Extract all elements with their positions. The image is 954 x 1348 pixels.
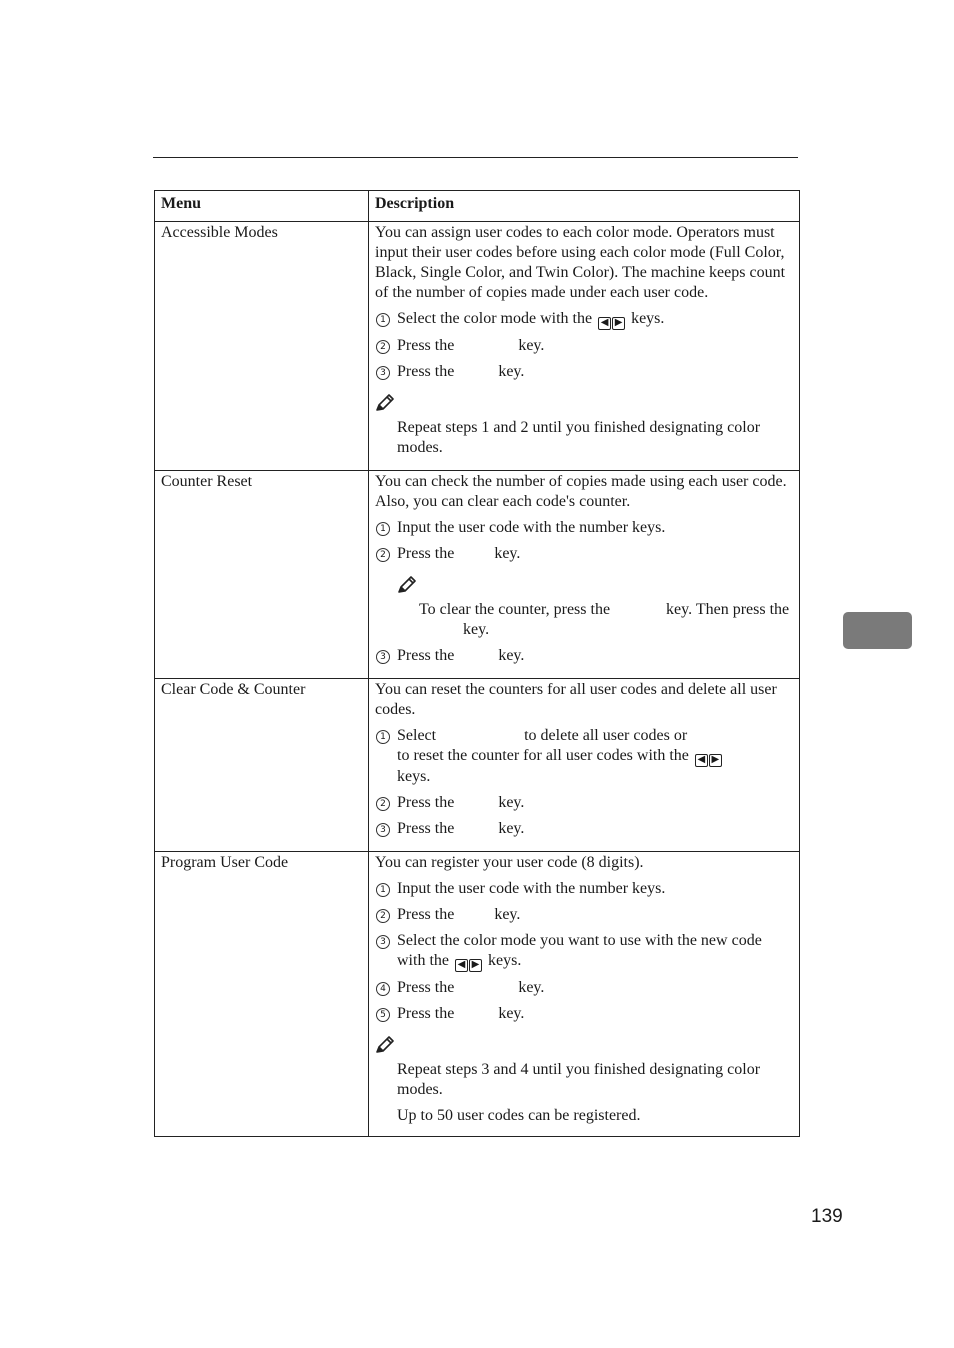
description-intro: You can assign user codes to each color mode. Operators must input their user codes before using each color mode (Full Color, Black, Single Color, and Twin Color). The machine keeps count of the number of copies made under each user code.	[375, 224, 786, 301]
step-number-icon: 3	[376, 366, 390, 380]
step-number-icon: 2	[376, 909, 390, 923]
note	[375, 1036, 793, 1126]
pencil-icon	[375, 1036, 395, 1054]
step-number-icon: 1	[376, 883, 390, 897]
step-text: Press the	[397, 647, 455, 664]
description-cell	[369, 222, 800, 471]
step-number-icon: 3	[376, 650, 390, 664]
step-text: Select	[397, 727, 437, 744]
step-number-icon: 4	[376, 982, 390, 996]
note-text: Repeat steps 3 and 4 until you finished designating color modes.	[397, 1061, 761, 1098]
step-text: to reset the counter for all user codes with the	[397, 747, 689, 764]
note-text: Repeat steps 1 and 2 until you finished designating color modes.	[397, 419, 761, 456]
step-number-icon: 1	[376, 730, 390, 744]
step	[375, 518, 793, 538]
table-header-row	[155, 191, 800, 222]
step-text: Press the	[397, 906, 455, 923]
note-text-part: key. Then press the	[666, 601, 790, 618]
step	[375, 905, 793, 925]
step-number-icon: 3	[376, 823, 390, 837]
note-text-part: To clear the counter, press the	[419, 601, 611, 618]
note-text: Up to 50 user codes can be registered.	[397, 1107, 641, 1124]
step-text: key.	[498, 820, 525, 837]
description-intro: You can reset the counters for all user codes and delete all user codes.	[375, 681, 777, 718]
table-row	[155, 679, 800, 852]
step	[375, 336, 793, 356]
step-text: keys.	[631, 310, 665, 327]
menu-cell: Clear Code & Counter	[155, 679, 369, 852]
step	[375, 726, 793, 787]
step-text: Press the	[397, 794, 455, 811]
table-row	[155, 471, 800, 679]
step-text: key.	[518, 337, 545, 354]
note	[375, 394, 793, 458]
step-text: key.	[498, 647, 525, 664]
step-text: Press the	[397, 820, 455, 837]
step-text: key.	[498, 794, 525, 811]
step	[375, 879, 793, 899]
chapter-tab	[843, 612, 912, 649]
pencil-icon	[397, 576, 417, 594]
note-text-part: key.	[463, 621, 490, 638]
step	[375, 793, 793, 813]
step-number-icon: 1	[376, 313, 390, 327]
step	[375, 544, 793, 564]
step-text: key.	[494, 545, 521, 562]
step-text: keys.	[397, 768, 431, 785]
step-number-icon: 2	[376, 548, 390, 562]
description-cell	[369, 679, 800, 852]
left-right-arrow-keys-icon: ◀ ▶	[598, 317, 625, 330]
step-text: Press the	[397, 979, 455, 996]
step-text: Select the color mode with the	[397, 310, 593, 327]
step-text: Input the user code with the number keys.	[397, 880, 666, 897]
description-intro: You can register your user code (8 digits).	[375, 854, 644, 871]
left-right-arrow-keys-icon: ◀ ▶	[455, 959, 482, 972]
step	[375, 362, 793, 382]
step-text: keys.	[488, 952, 522, 969]
note	[397, 576, 793, 640]
step-text: Press the	[397, 337, 455, 354]
step	[375, 931, 793, 972]
step-number-icon: 2	[376, 340, 390, 354]
note-text	[419, 600, 793, 640]
step-text: key.	[498, 363, 525, 380]
step-text: key.	[494, 906, 521, 923]
step-text: Input the user code with the number keys.	[397, 519, 666, 536]
step	[375, 309, 793, 330]
page-number: 139	[811, 1206, 843, 1227]
step	[375, 1004, 793, 1024]
menu-cell: Counter Reset	[155, 471, 369, 679]
step-number-icon: 2	[376, 797, 390, 811]
step-number-icon: 5	[376, 1008, 390, 1022]
description-cell	[369, 852, 800, 1137]
menu-cell: Accessible Modes	[155, 222, 369, 471]
step-text: to delete all user codes or	[524, 727, 688, 744]
step	[375, 646, 793, 666]
step	[375, 819, 793, 839]
header-rule	[153, 157, 798, 158]
step-text: Press the	[397, 1005, 455, 1022]
step-number-icon: 1	[376, 522, 390, 536]
menu-description-table	[154, 190, 800, 1137]
header-description: Description	[369, 191, 800, 222]
step-text: Select the color mode you want to use with the new code with the	[397, 932, 762, 969]
step-number-icon: 3	[376, 935, 390, 949]
step-text: Press the	[397, 363, 455, 380]
pencil-icon	[375, 394, 395, 412]
step-text: key.	[498, 1005, 525, 1022]
table-row	[155, 222, 800, 471]
left-right-arrow-keys-icon: ◀ ▶	[695, 754, 722, 767]
step-text: key.	[518, 979, 545, 996]
description-intro: You can check the number of copies made using each user code. Also, you can clear each code's counter.	[375, 473, 787, 510]
table-row	[155, 852, 800, 1137]
step-text: Press the	[397, 545, 455, 562]
step	[375, 978, 793, 998]
menu-cell: Program User Code	[155, 852, 369, 1137]
header-menu: Menu	[155, 191, 369, 222]
description-cell	[369, 471, 800, 679]
